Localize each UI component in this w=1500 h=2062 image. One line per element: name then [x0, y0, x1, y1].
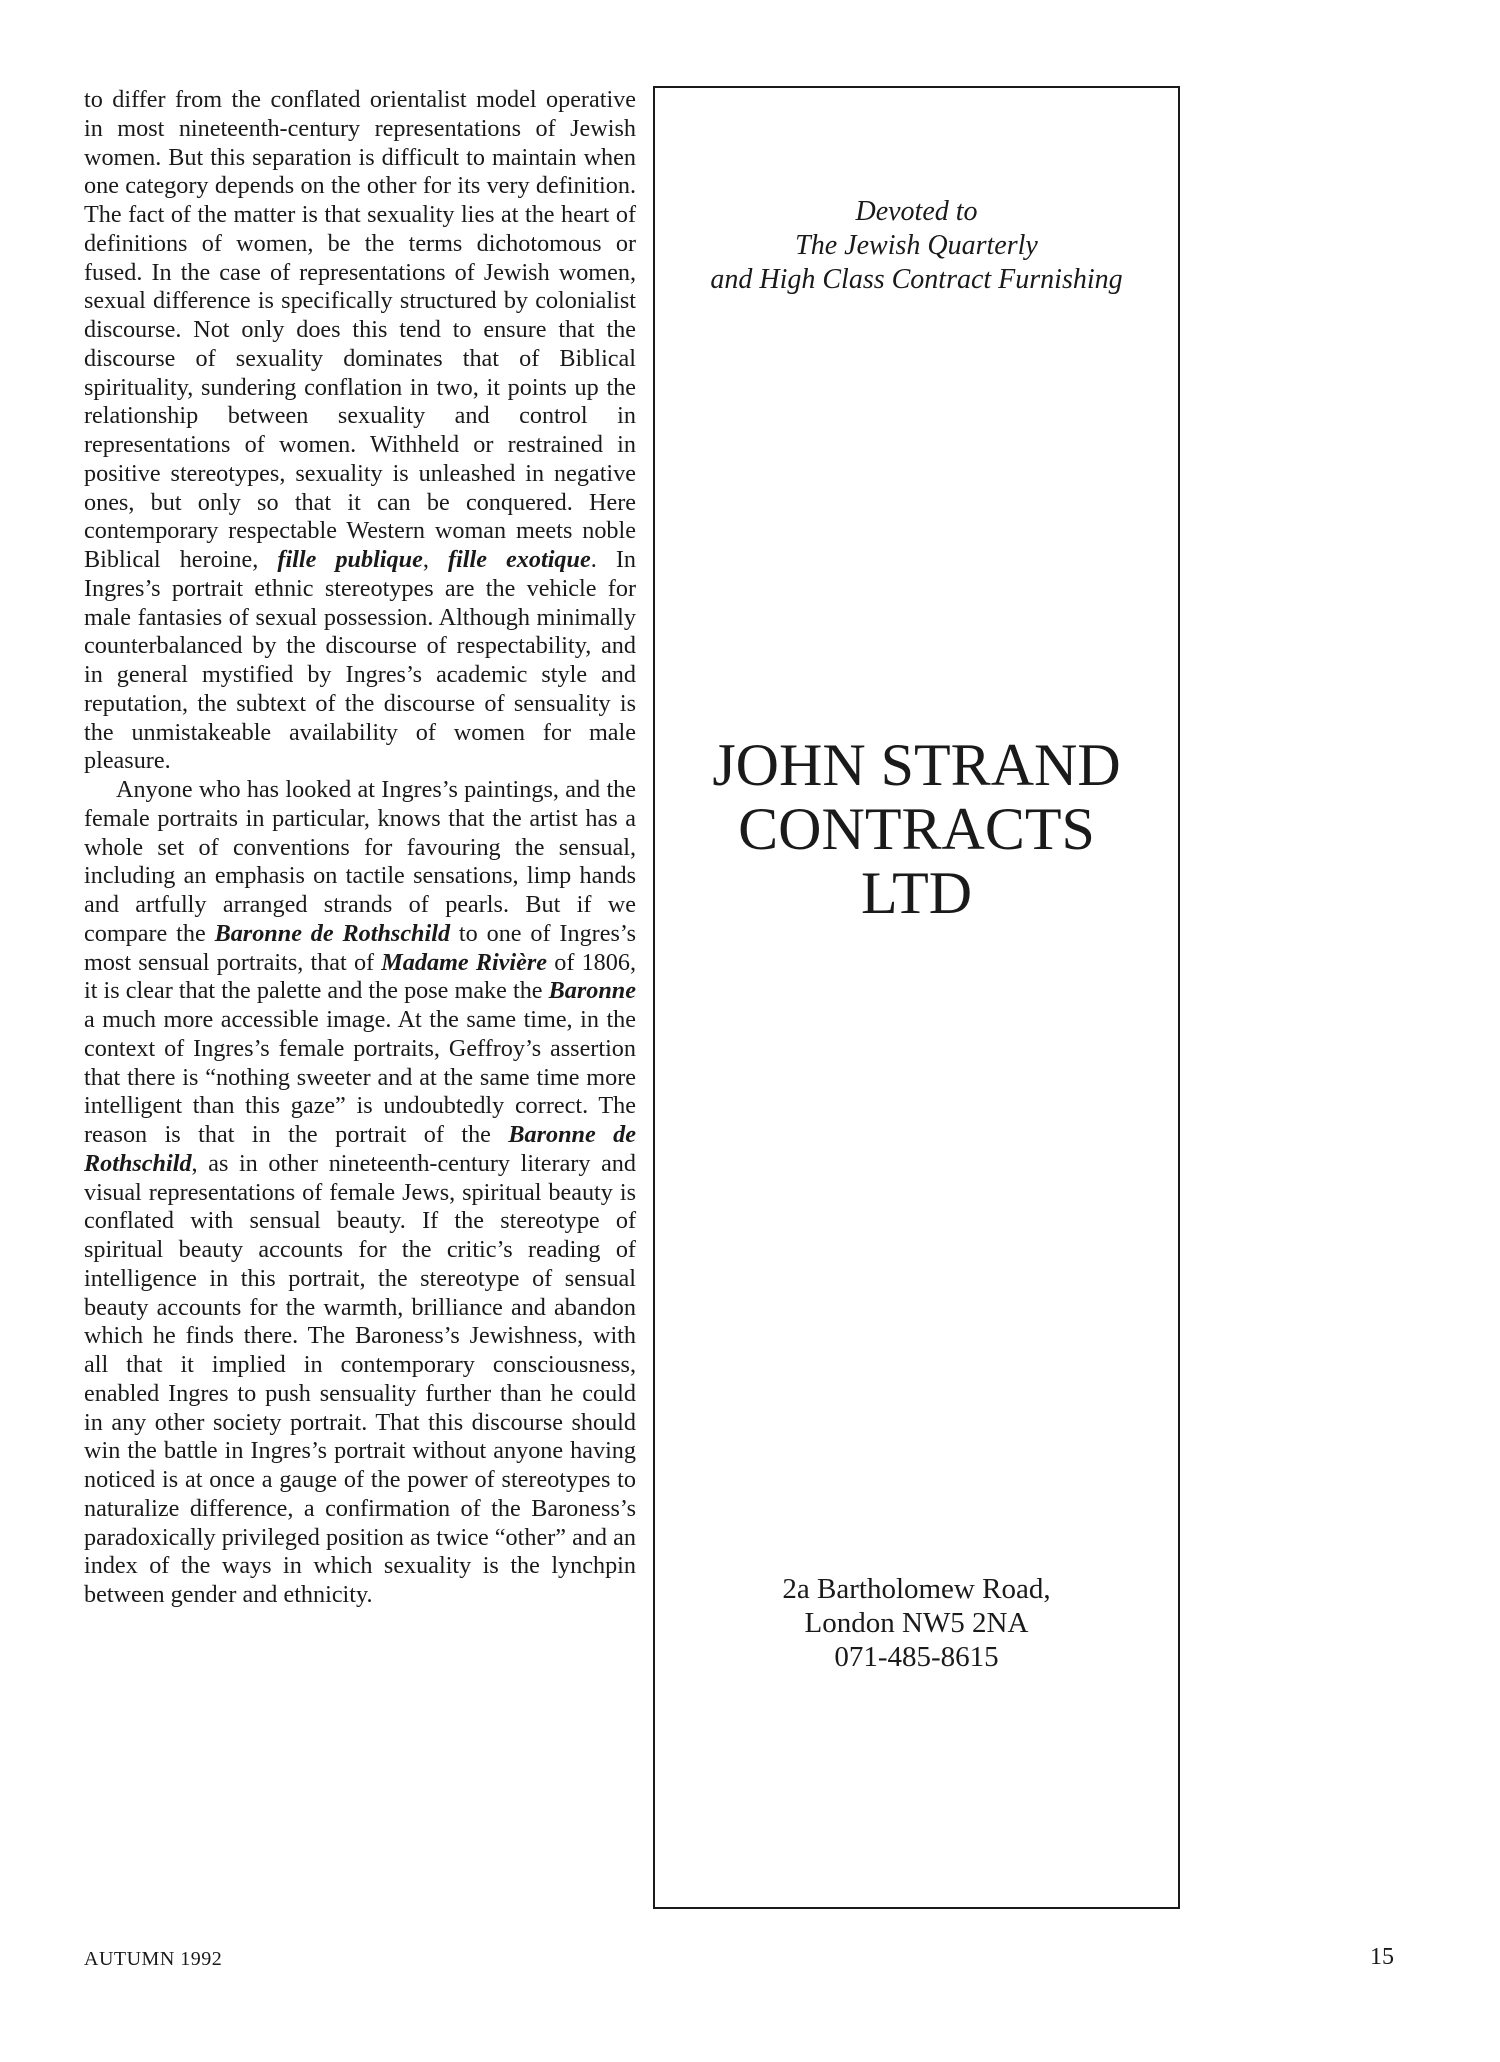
advertisement-box	[653, 86, 1180, 1909]
italic-title: Madame Rivière	[381, 948, 548, 976]
page-number: 15	[1370, 1944, 1394, 1970]
ad-company-name	[645, 733, 1188, 925]
ad-tagline	[655, 195, 1178, 297]
ad-company-line: JOHN STRAND	[712, 732, 1121, 798]
ad-address-line: 2a Bartholomew Road,	[782, 1573, 1051, 1605]
ad-address	[655, 1572, 1178, 1674]
italic-title: Baronne de Rothschild	[84, 1121, 636, 1177]
article-column	[84, 86, 636, 1610]
italic-title: Baronne	[548, 977, 636, 1005]
ad-company-line: CONTRACTS	[738, 796, 1095, 862]
ad-tagline-line: and High Class Contract Furnishing	[710, 264, 1123, 295]
issue-date: AUTUMN 1992	[84, 1948, 223, 1970]
italic-phrase: fille publique	[277, 546, 423, 573]
italic-phrase: fille exotique	[448, 546, 591, 573]
ad-address-line: London NW5 2NA	[804, 1607, 1029, 1639]
article-paragraph-1: to differ from the conflated orientalist model operative in most nineteenth-century representations of Jewish women. But this separation is difficult to maintain when one category depends on the other for its very definition. The fact of the matter is that sexuality lies at the heart of definitions of women, be the terms dichotomous or fused. In the case of representations of Jewish women, sexual difference is specifically structured by colonialist discourse. Not only does this tend to ensure that the discourse of sexuality dominates that of Biblical spirituality, sundering conflation in two, it points up the relationship between sexuality and control in representations of women. Withheld or restrained in positive stereotypes, sexuality is unleashed in negative ones, but only so that it can be conquered. Here contemporary respectable Western woman meets noble Biblical heroine, fille publique, fille exotique. In Ingres’s portrait ethnic stereotypes are the vehicle for male fantasies of sexual possession. Although minimally counterbalanced by the discourse of respectability, and in general mystified by Ingres’s academic style and reputation, the subtext of the discourse of sensuality is the unmistakeable availability of women for male pleasure.	[84, 86, 637, 775]
ad-tagline-line: Devoted to	[855, 196, 978, 227]
italic-title: Baronne de Rothschild	[214, 919, 451, 947]
ad-company-line: LTD	[860, 860, 973, 926]
article-paragraph-2: Anyone who has looked at Ingres’s paintings, and the female portraits in particular, knows that the artist has a whole set of conventions for favouring the sensual, including an emphasis on tactile sensations, limp hands and artfully arranged strands of pearls. But if we compare the Baronne de Rothschild to one of Ingres’s most sensual portraits, that of Madame Rivière of 1806, it is clear that the palette and the pose make the Baronne a much more accessible image. At the same time, in the context of Ingres’s female portraits, Geffroy’s assertion that there is “nothing sweeter and at the same time more intelligent than this gaze” is undoubtedly correct. The reason is that in the portrait of the Baronne de Rothschild, as in other nineteenth-century literary and visual representations of female Jews, spiritual beauty is conflated with sensual beauty. If the stereotype of spiritual beauty accounts for the critic’s reading of intelligence in this portrait, the stereotype of sensual beauty accounts for the warmth, brilliance and abandon which he finds there. The Baroness’s Jewishness, with all that it implied in contemporary consciousness, enabled Ingres to push sensuality further than he could in any other society portrait. That this discourse should win the battle in Ingres’s portrait without anyone having noticed is at once a gauge of the power of stereotypes to naturalize difference, a confirmation of the Baroness’s paradoxically privileged position as twice “other” and an index of the ways in which sexuality is the lynchpin between gender and ethnicity.	[84, 776, 636, 1608]
ad-phone-number: 071-485-8615	[834, 1641, 999, 1673]
ad-tagline-line: The Jewish Quarterly	[795, 230, 1038, 261]
